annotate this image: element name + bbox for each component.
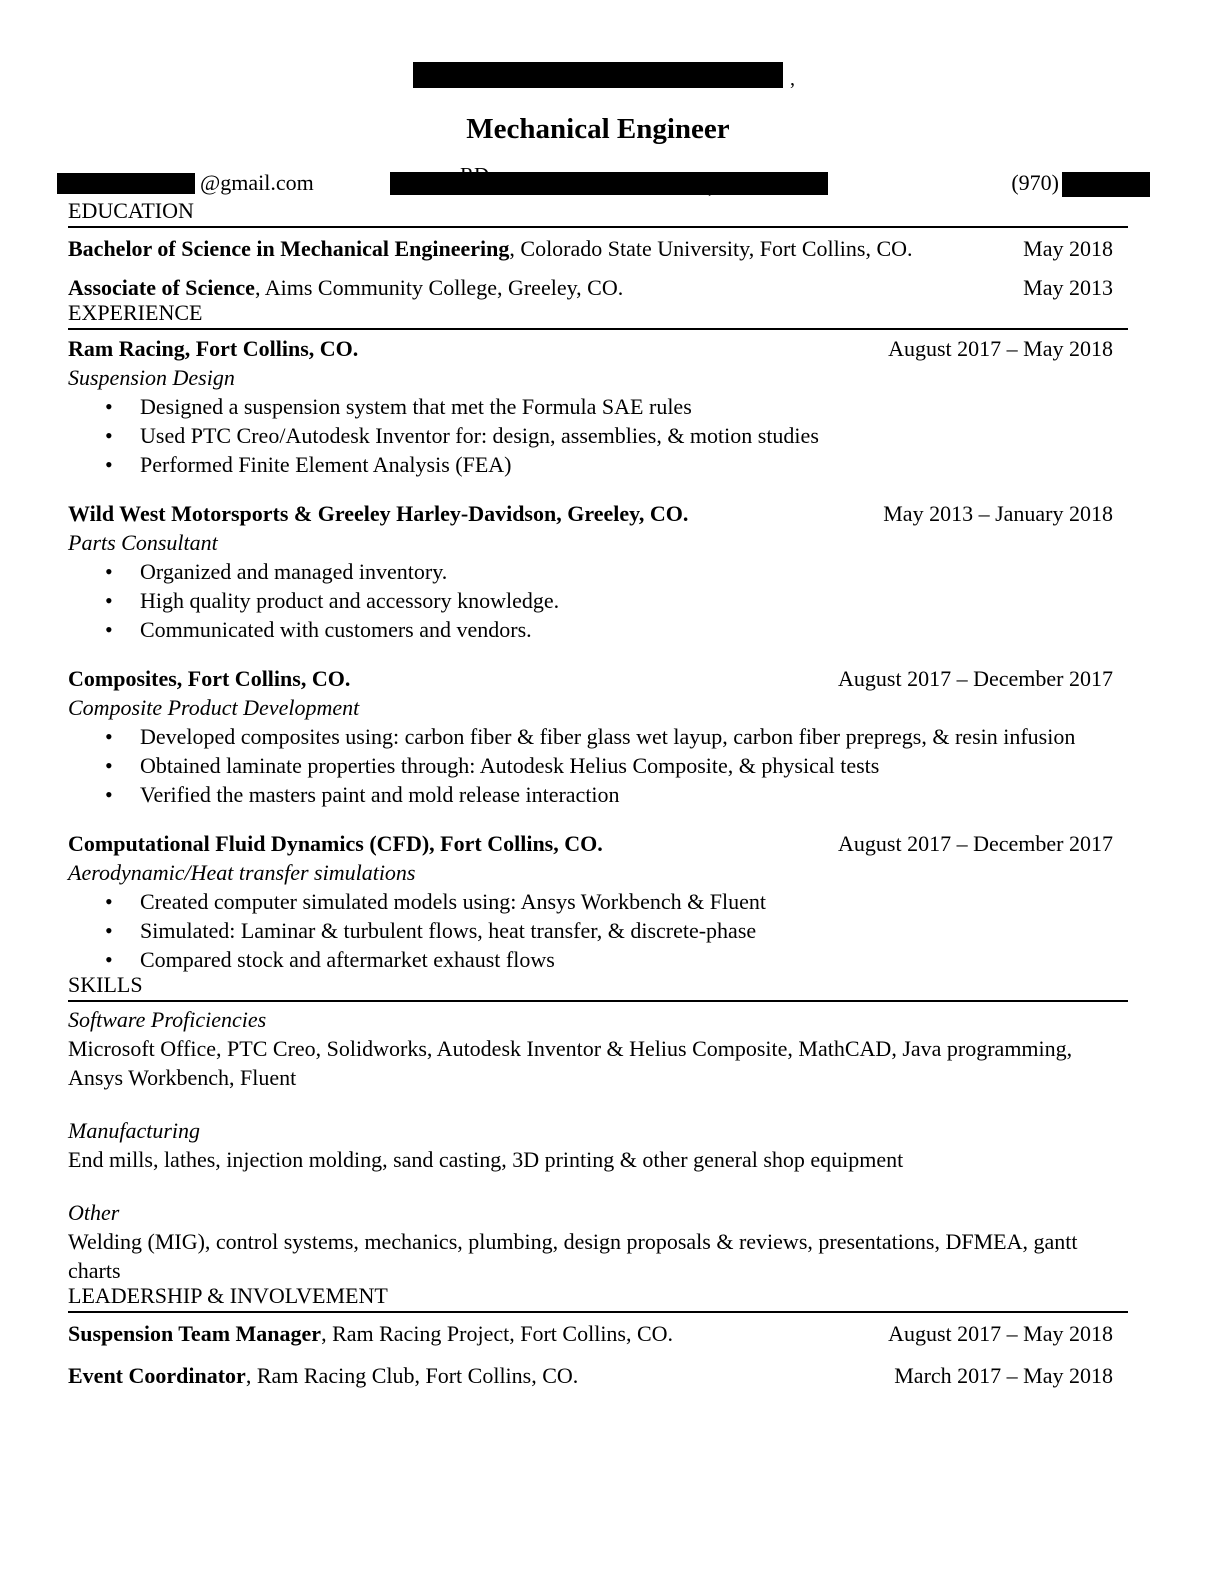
section-heading-experience: EXPERIENCE: [68, 302, 1128, 330]
experience-role: Parts Consultant: [68, 530, 218, 555]
redacted-address-bar: [390, 172, 828, 195]
experience-bullet-list: [68, 887, 1128, 974]
experience-role: Composite Product Development: [68, 695, 360, 720]
experience-bullet-list: [68, 557, 1128, 644]
skills-group-label: Manufacturing: [68, 1118, 200, 1143]
skills-group: [68, 1198, 1128, 1285]
education-entry: [68, 234, 1128, 263]
bullet-item: • Obtained laminate properties through: Autodesk Helius Composite, & physical tests: [68, 751, 1128, 780]
bullet-item: • Created computer simulated models using: Ansys Workbench & Fluent: [68, 887, 1128, 916]
skills-group-label: Software Proficiencies: [68, 1007, 267, 1032]
bullet-item: • Communicated with customers and vendors.: [68, 615, 1128, 644]
redaction-fragment: ,: [790, 68, 795, 90]
experience-organization: Wild West Motorsports & Greeley Harley-Davidson, Greeley, CO.: [68, 501, 689, 526]
skills-group-text: Welding (MIG), control systems, mechanics, plumbing, design proposals & reviews, presentations, DFMEA, gantt charts: [68, 1229, 1078, 1283]
experience-date: May 2013 – January 2018: [883, 501, 1113, 526]
leadership-date: March 2017 – May 2018: [894, 1363, 1113, 1388]
section-heading-skills: SKILLS: [68, 974, 1128, 1002]
education-date: May 2018: [1023, 236, 1113, 261]
education-degree-line: [68, 273, 623, 302]
redacted-name-bar: [413, 62, 795, 90]
experience-header-row: [68, 664, 1128, 693]
experience-organization: Computational Fluid Dynamics (CFD), Fort Collins, CO.: [68, 831, 603, 856]
redacted-phone-bar: [1062, 172, 1150, 197]
skills-group-text: Microsoft Office, PTC Creo, Solidworks, Autodesk Inventor & Helius Composite, MathCAD, Java programming, Ansys Workbench, Fluent: [68, 1036, 1073, 1090]
education-degree-line: [68, 234, 913, 263]
bullet-item: • Used PTC Creo/Autodesk Inventor for: design, assemblies, & motion studies: [68, 421, 1128, 450]
phone-block: [1011, 168, 1150, 197]
skills-group: [68, 1005, 1128, 1092]
education-date: May 2013: [1023, 275, 1113, 300]
bullet-item: • Performed Finite Element Analysis (FEA): [68, 450, 1128, 479]
experience-date: August 2017 – May 2018: [888, 336, 1113, 361]
education-school: , Aims Community College, Greeley, CO.: [254, 275, 624, 300]
leadership-entry: [68, 1319, 1128, 1348]
leadership-role: Event Coordinator: [68, 1363, 246, 1388]
experience-section: [68, 302, 1128, 974]
bullet-item: • Organized and managed inventory.: [68, 557, 1128, 586]
skills-group-text: End mills, lathes, injection molding, sand casting, 3D printing & other general shop equipment: [68, 1147, 904, 1172]
experience-entry: [68, 664, 1128, 809]
education-degree: Bachelor of Science in Mechanical Engineering: [68, 236, 510, 261]
education-section: [68, 200, 1128, 302]
experience-organization: Ram Racing, Fort Collins, CO.: [68, 336, 359, 361]
address-comma-fragment: ,: [708, 176, 713, 198]
experience-role: Aerodynamic/Heat transfer simulations: [68, 860, 416, 885]
address-block: [390, 168, 828, 198]
experience-header-row: [68, 829, 1128, 858]
contact-row: [68, 168, 1128, 200]
leadership-role-line: [68, 1361, 578, 1390]
experience-role: Suspension Design: [68, 365, 235, 390]
experience-entry: [68, 829, 1128, 974]
experience-header-row: [68, 499, 1128, 528]
bullet-item: • Simulated: Laminar & turbulent flows, heat transfer, & discrete-phase: [68, 916, 1128, 945]
bullet-item: • Developed composites using: carbon fiber & fiber glass wet layup, carbon fiber prepregs, & resin infusion: [68, 722, 1128, 751]
job-title: Mechanical Engineer: [466, 113, 730, 145]
experience-bullet-list: [68, 392, 1128, 479]
bullet-item: • Verified the masters paint and mold release interaction: [68, 780, 1128, 809]
experience-organization: Composites, Fort Collins, CO.: [68, 666, 351, 691]
education-school: , Colorado State University, Fort Collins, CO.: [509, 236, 913, 261]
bullet-item: • Compared stock and aftermarket exhaust flows: [68, 945, 1128, 974]
leadership-date: August 2017 – May 2018: [888, 1321, 1113, 1346]
phone-area-code: (970): [1011, 170, 1059, 195]
experience-date: August 2017 – December 2017: [838, 831, 1113, 856]
leadership-role-line: [68, 1319, 673, 1348]
skills-group: [68, 1116, 1128, 1174]
experience-bullet-list: [68, 722, 1128, 809]
leadership-detail: , Ram Racing Club, Fort Collins, CO.: [245, 1363, 579, 1388]
skills-group-label: Other: [68, 1200, 120, 1225]
education-degree: Associate of Science: [68, 275, 255, 300]
skills-section: [68, 974, 1128, 1285]
leadership-entry: [68, 1361, 1128, 1390]
section-heading-education: EDUCATION: [68, 200, 1128, 228]
experience-header-row: [68, 334, 1128, 363]
redacted-email-bar: [57, 173, 195, 194]
bullet-item: • High quality product and accessory knowledge.: [68, 586, 1128, 615]
experience-date: August 2017 – December 2017: [838, 666, 1113, 691]
email-domain: @gmail.com: [200, 170, 314, 195]
education-entry: [68, 273, 1128, 302]
experience-entry: [68, 499, 1128, 644]
section-heading-leadership: LEADERSHIP & INVOLVEMENT: [68, 1285, 1128, 1313]
bullet-item: • Designed a suspension system that met the Formula SAE rules: [68, 392, 1128, 421]
experience-entry: [68, 334, 1128, 479]
leadership-detail: , Ram Racing Project, Fort Collins, CO.: [321, 1321, 674, 1346]
leadership-role: Suspension Team Manager: [68, 1321, 322, 1346]
leadership-section: [68, 1285, 1128, 1390]
email-block: [57, 168, 337, 198]
